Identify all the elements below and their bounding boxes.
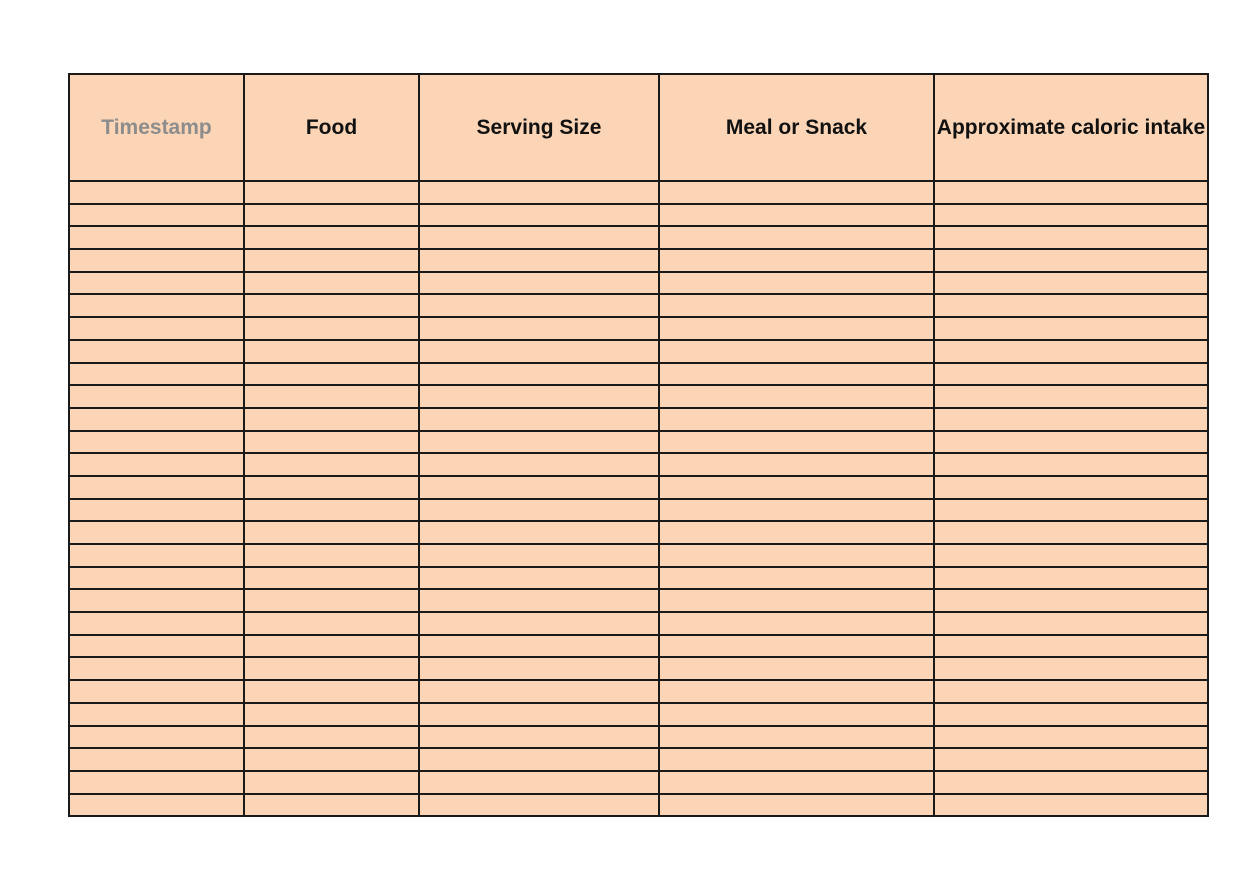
table-row: [69, 431, 1208, 454]
cell-timestamp[interactable]: [69, 249, 244, 272]
cell-food[interactable]: [244, 363, 419, 386]
cell-timestamp[interactable]: [69, 748, 244, 771]
cell-caloric-intake[interactable]: [934, 385, 1208, 408]
cell-food[interactable]: [244, 249, 419, 272]
cell-serving-size[interactable]: [419, 703, 659, 726]
cell-meal-or-snack[interactable]: [659, 635, 934, 658]
cell-caloric-intake[interactable]: [934, 340, 1208, 363]
cell-food[interactable]: [244, 453, 419, 476]
cell-caloric-intake[interactable]: [934, 249, 1208, 272]
cell-timestamp[interactable]: [69, 408, 244, 431]
cell-caloric-intake[interactable]: [934, 726, 1208, 749]
cell-caloric-intake[interactable]: [934, 521, 1208, 544]
table-row: [69, 703, 1208, 726]
cell-serving-size[interactable]: [419, 453, 659, 476]
table-row: [69, 499, 1208, 522]
cell-food[interactable]: [244, 726, 419, 749]
cell-meal-or-snack[interactable]: [659, 226, 934, 249]
cell-serving-size[interactable]: [419, 544, 659, 567]
cell-meal-or-snack[interactable]: [659, 340, 934, 363]
cell-timestamp[interactable]: [69, 726, 244, 749]
header-meal-or-snack: Meal or Snack: [659, 74, 934, 181]
cell-serving-size[interactable]: [419, 476, 659, 499]
cell-caloric-intake[interactable]: [934, 408, 1208, 431]
cell-meal-or-snack[interactable]: [659, 204, 934, 227]
cell-serving-size[interactable]: [419, 726, 659, 749]
cell-meal-or-snack[interactable]: [659, 249, 934, 272]
cell-caloric-intake[interactable]: [934, 748, 1208, 771]
cell-caloric-intake[interactable]: [934, 657, 1208, 680]
cell-serving-size[interactable]: [419, 431, 659, 454]
table-row: [69, 453, 1208, 476]
table-row: [69, 340, 1208, 363]
cell-timestamp[interactable]: [69, 794, 244, 817]
cell-meal-or-snack[interactable]: [659, 431, 934, 454]
cell-meal-or-snack[interactable]: [659, 521, 934, 544]
table-row: [69, 181, 1208, 204]
cell-meal-or-snack[interactable]: [659, 181, 934, 204]
cell-caloric-intake[interactable]: [934, 612, 1208, 635]
cell-timestamp[interactable]: [69, 453, 244, 476]
table-row: [69, 385, 1208, 408]
header-food: Food: [244, 74, 419, 181]
cell-meal-or-snack[interactable]: [659, 771, 934, 794]
cell-serving-size[interactable]: [419, 408, 659, 431]
cell-food[interactable]: [244, 680, 419, 703]
cell-serving-size[interactable]: [419, 635, 659, 658]
cell-serving-size[interactable]: [419, 385, 659, 408]
cell-timestamp[interactable]: [69, 589, 244, 612]
cell-meal-or-snack[interactable]: [659, 363, 934, 386]
cell-meal-or-snack[interactable]: [659, 589, 934, 612]
cell-serving-size[interactable]: [419, 771, 659, 794]
cell-food[interactable]: [244, 748, 419, 771]
cell-food[interactable]: [244, 340, 419, 363]
cell-food[interactable]: [244, 181, 419, 204]
cell-serving-size[interactable]: [419, 294, 659, 317]
cell-caloric-intake[interactable]: [934, 544, 1208, 567]
cell-serving-size[interactable]: [419, 226, 659, 249]
table-row: [69, 317, 1208, 340]
cell-timestamp[interactable]: [69, 703, 244, 726]
cell-food[interactable]: [244, 635, 419, 658]
cell-caloric-intake[interactable]: [934, 204, 1208, 227]
cell-meal-or-snack[interactable]: [659, 748, 934, 771]
cell-timestamp[interactable]: [69, 226, 244, 249]
table-row: [69, 204, 1208, 227]
cell-timestamp[interactable]: [69, 567, 244, 590]
table-row: [69, 589, 1208, 612]
cell-food[interactable]: [244, 521, 419, 544]
table-row: [69, 771, 1208, 794]
table-row: [69, 748, 1208, 771]
cell-timestamp[interactable]: [69, 635, 244, 658]
cell-timestamp[interactable]: [69, 521, 244, 544]
cell-food[interactable]: [244, 567, 419, 590]
cell-serving-size[interactable]: [419, 272, 659, 295]
cell-caloric-intake[interactable]: [934, 567, 1208, 590]
cell-timestamp[interactable]: [69, 294, 244, 317]
table-row: [69, 794, 1208, 817]
table-row: [69, 272, 1208, 295]
cell-food[interactable]: [244, 226, 419, 249]
table-row: [69, 408, 1208, 431]
header-row: [69, 74, 1208, 181]
cell-timestamp[interactable]: [69, 544, 244, 567]
cell-timestamp[interactable]: [69, 272, 244, 295]
cell-caloric-intake[interactable]: [934, 453, 1208, 476]
cell-food[interactable]: [244, 431, 419, 454]
cell-meal-or-snack[interactable]: [659, 294, 934, 317]
cell-timestamp[interactable]: [69, 476, 244, 499]
cell-timestamp[interactable]: [69, 204, 244, 227]
header-caloric-intake: Approximate caloric intake: [934, 74, 1208, 181]
cell-serving-size[interactable]: [419, 249, 659, 272]
cell-timestamp[interactable]: [69, 431, 244, 454]
cell-serving-size[interactable]: [419, 680, 659, 703]
table-row: [69, 476, 1208, 499]
table-row: [69, 680, 1208, 703]
cell-meal-or-snack[interactable]: [659, 680, 934, 703]
cell-caloric-intake[interactable]: [934, 317, 1208, 340]
cell-serving-size[interactable]: [419, 612, 659, 635]
cell-caloric-intake[interactable]: [934, 294, 1208, 317]
cell-caloric-intake[interactable]: [934, 272, 1208, 295]
cell-serving-size[interactable]: [419, 567, 659, 590]
cell-food[interactable]: [244, 499, 419, 522]
cell-serving-size[interactable]: [419, 363, 659, 386]
cell-timestamp[interactable]: [69, 385, 244, 408]
table-row: [69, 521, 1208, 544]
cell-timestamp[interactable]: [69, 680, 244, 703]
table-row: [69, 657, 1208, 680]
table-row: [69, 249, 1208, 272]
table-row: [69, 612, 1208, 635]
cell-food[interactable]: [244, 612, 419, 635]
cell-timestamp[interactable]: [69, 612, 244, 635]
cell-timestamp[interactable]: [69, 657, 244, 680]
header-serving-size: Serving Size: [419, 74, 659, 181]
food-log-table: [68, 73, 1209, 817]
cell-food[interactable]: [244, 294, 419, 317]
cell-meal-or-snack[interactable]: [659, 612, 934, 635]
table-row: [69, 363, 1208, 386]
cell-caloric-intake[interactable]: [934, 794, 1208, 817]
cell-serving-size[interactable]: [419, 499, 659, 522]
cell-caloric-intake[interactable]: [934, 589, 1208, 612]
cell-caloric-intake[interactable]: [934, 363, 1208, 386]
cell-meal-or-snack[interactable]: [659, 726, 934, 749]
cell-caloric-intake[interactable]: [934, 680, 1208, 703]
cell-meal-or-snack[interactable]: [659, 703, 934, 726]
cell-meal-or-snack[interactable]: [659, 476, 934, 499]
cell-caloric-intake[interactable]: [934, 771, 1208, 794]
cell-meal-or-snack[interactable]: [659, 317, 934, 340]
cell-caloric-intake[interactable]: [934, 226, 1208, 249]
table-row: [69, 635, 1208, 658]
cell-food[interactable]: [244, 317, 419, 340]
cell-serving-size[interactable]: [419, 340, 659, 363]
cell-meal-or-snack[interactable]: [659, 499, 934, 522]
table-row: [69, 567, 1208, 590]
table-row: [69, 226, 1208, 249]
cell-food[interactable]: [244, 589, 419, 612]
table-row: [69, 726, 1208, 749]
cell-food[interactable]: [244, 204, 419, 227]
cell-food[interactable]: [244, 771, 419, 794]
cell-caloric-intake[interactable]: [934, 431, 1208, 454]
cell-food[interactable]: [244, 408, 419, 431]
cell-food[interactable]: [244, 703, 419, 726]
cell-serving-size[interactable]: [419, 204, 659, 227]
cell-serving-size[interactable]: [419, 794, 659, 817]
cell-caloric-intake[interactable]: [934, 635, 1208, 658]
table-row: [69, 544, 1208, 567]
cell-meal-or-snack[interactable]: [659, 408, 934, 431]
cell-food[interactable]: [244, 272, 419, 295]
cell-timestamp[interactable]: [69, 771, 244, 794]
table-row: [69, 294, 1208, 317]
cell-caloric-intake[interactable]: [934, 476, 1208, 499]
cell-caloric-intake[interactable]: [934, 499, 1208, 522]
cell-meal-or-snack[interactable]: [659, 657, 934, 680]
cell-meal-or-snack[interactable]: [659, 272, 934, 295]
cell-caloric-intake[interactable]: [934, 703, 1208, 726]
cell-food[interactable]: [244, 794, 419, 817]
cell-serving-size[interactable]: [419, 748, 659, 771]
cell-timestamp[interactable]: [69, 340, 244, 363]
cell-food[interactable]: [244, 544, 419, 567]
cell-serving-size[interactable]: [419, 657, 659, 680]
cell-meal-or-snack[interactable]: [659, 385, 934, 408]
cell-timestamp[interactable]: [69, 363, 244, 386]
cell-serving-size[interactable]: [419, 317, 659, 340]
cell-serving-size[interactable]: [419, 589, 659, 612]
table-body: [69, 181, 1208, 816]
header-timestamp: Timestamp: [69, 74, 244, 181]
cell-timestamp[interactable]: [69, 499, 244, 522]
cell-serving-size[interactable]: [419, 181, 659, 204]
cell-meal-or-snack[interactable]: [659, 544, 934, 567]
cell-caloric-intake[interactable]: [934, 181, 1208, 204]
cell-meal-or-snack[interactable]: [659, 453, 934, 476]
cell-food[interactable]: [244, 657, 419, 680]
cell-food[interactable]: [244, 476, 419, 499]
cell-food[interactable]: [244, 385, 419, 408]
cell-meal-or-snack[interactable]: [659, 567, 934, 590]
cell-timestamp[interactable]: [69, 181, 244, 204]
cell-serving-size[interactable]: [419, 521, 659, 544]
cell-meal-or-snack[interactable]: [659, 794, 934, 817]
cell-timestamp[interactable]: [69, 317, 244, 340]
